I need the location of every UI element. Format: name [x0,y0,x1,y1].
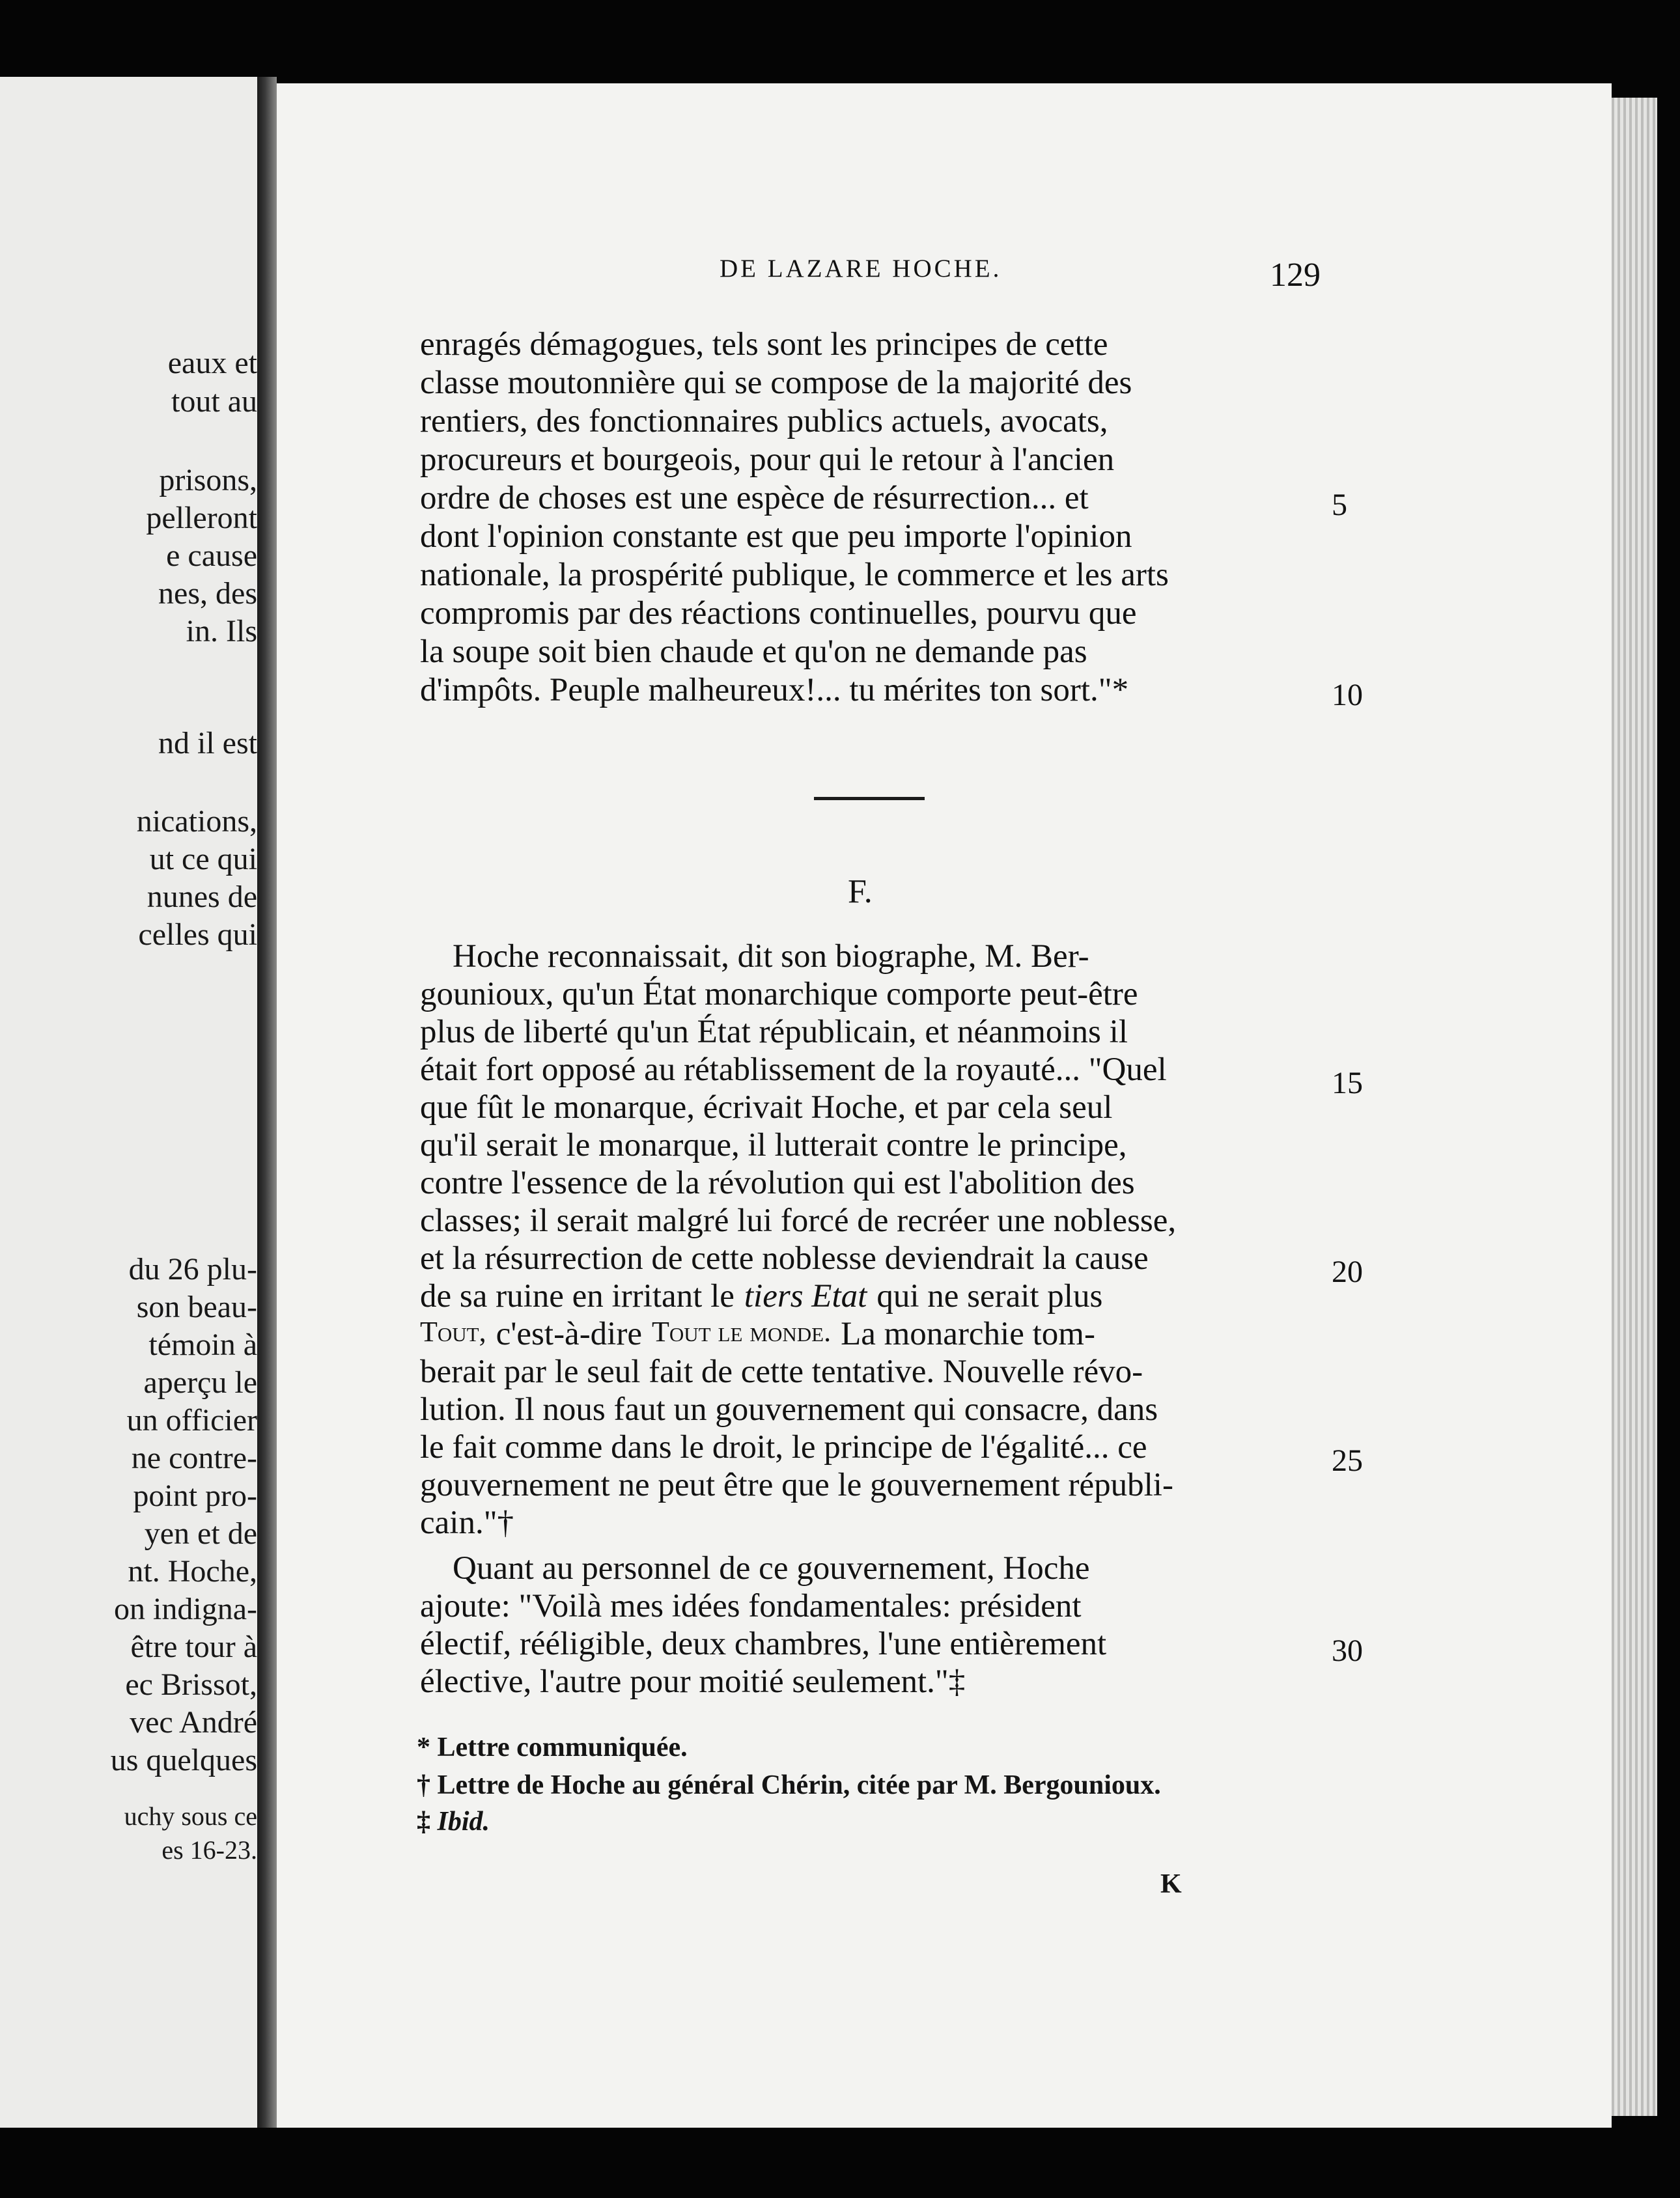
text-line-content: le fait comme dans le droit, le principe de l'égalité... ce [420,1429,1147,1466]
text-line-content: nationale, la prospérité publique, le commerce et les arts [420,557,1169,593]
text-line-content: Hoche reconnaissait, dit son biographe, M. Ber- [453,938,1089,975]
text-line [420,1240,1325,1279]
left-line: tout au [171,384,257,419]
left-line: celles qui [138,917,257,952]
book-gutter [257,77,277,2128]
text-line [420,1126,1325,1165]
left-line: in. Ils [186,614,257,648]
left-line: aperçu le [143,1365,257,1400]
left-line: prisons, [159,463,257,497]
text-line-content: et la résurrection de cette noblesse deviendrait la cause [420,1240,1149,1277]
text-line-content: compromis par des réactions continuelles, pourvu que [420,595,1137,632]
left-line: ut ce qui [149,842,257,876]
left-footnote-line: uchy sous ce [124,1802,257,1831]
footnote-1: * Lettre communiquée. [417,1732,688,1762]
text-line-content: plus de liberté qu'un État républicain, et néanmoins il [420,1014,1128,1050]
text-line [420,1428,1325,1468]
text-segment: de sa ruine en irritant le [420,1278,735,1315]
text-line-content: contre l'essence de la révolution qui est l'abolition des [420,1165,1135,1201]
text-line-content: était fort opposé au rétablissement de la royauté... "Quel [420,1051,1167,1088]
left-line: point pro- [133,1479,257,1513]
text-segment: La monarchie tom- [841,1316,1095,1352]
text-line [420,1051,1325,1090]
left-line: yen et de [144,1516,257,1551]
left-line: du 26 plu- [128,1252,257,1287]
text-line [420,518,1325,557]
left-line: us quelques [110,1743,257,1777]
text-line [420,1550,1325,1589]
text-line [420,364,1325,403]
text-line-content: la soupe soit bien chaude et qu'on ne demande pas [420,633,1087,670]
left-line: nes, des [158,576,257,611]
left-line: être tour à [130,1630,257,1664]
text-segment: c'est-à-dire [496,1316,642,1352]
line-number: 10 [1332,678,1363,712]
text-line-content: gounioux, qu'un État monarchique comporte peut-être [420,976,1138,1012]
text-line [420,1466,1325,1505]
text-line [420,1663,1325,1702]
small-caps-term: Tout le monde. [651,1316,832,1348]
text-line [420,402,1325,441]
page-number: 129 [1270,257,1321,294]
left-line: nt. Hoche, [128,1554,257,1589]
left-line: son beau- [136,1290,257,1324]
text-line [420,479,1325,518]
text-line [420,938,1325,977]
text-line-content: lution. Il nous faut un gouvernement qui consacre, dans [420,1391,1158,1428]
text-line [420,1391,1325,1430]
text-line [420,556,1325,595]
text-line-content: d'impôts. Peuple malheureux!... tu mérites ton sort."* [420,672,1129,708]
left-page [0,77,257,2128]
text-line [420,1587,1325,1626]
text-line [420,441,1325,480]
text-line-content: élective, l'autre pour moitié seulement."‡ [420,1663,966,1700]
text-line-content: que fût le monarque, écrivait Hoche, et par cela seul [420,1089,1113,1126]
left-line: ne contre- [131,1441,257,1475]
text-line [420,1013,1325,1052]
text-line [420,1277,1325,1316]
text-line [420,1202,1325,1241]
section-letter: F. [848,873,873,910]
text-line [420,1089,1325,1128]
left-line: pelleront [146,501,257,535]
left-line: ec Brissot, [125,1667,257,1702]
text-line [420,633,1325,672]
left-line: nd il est [158,726,257,760]
left-line: nunes de [147,880,257,914]
text-line [420,1353,1325,1392]
text-line [420,594,1325,633]
text-line-content: classe moutonnière qui se compose de la majorité des [420,365,1132,401]
text-line [420,1504,1325,1543]
text-segment: qui ne serait plus [876,1278,1103,1315]
running-header: DE LAZARE HOCHE. [720,255,1002,283]
footnote-3-text: Ibid. [437,1807,490,1837]
small-caps-term: Tout, [420,1316,486,1348]
text-line-content: électif, rééligible, deux chambres, l'une entièrement [420,1626,1107,1662]
text-line [420,1164,1325,1203]
line-number: 20 [1332,1255,1363,1289]
text-line-content: classes; il serait malgré lui forcé de recréer une noblesse, [420,1203,1177,1239]
section-rule [814,797,925,800]
left-line: témoin à [148,1328,257,1362]
footnote-3 [417,1806,490,1837]
text-line [420,1315,1325,1354]
text-line [420,671,1325,710]
footnote-3-mark: ‡ [417,1807,430,1837]
text-line-content: rentiers, des fonctionnaires publics actuels, avocats, [420,403,1108,439]
text-line-content: ordre de choses est une espèce de résurrection... et [420,480,1089,516]
page-edges [1612,98,1657,2116]
italic-term: tiers Etat [744,1278,867,1315]
line-number: 25 [1332,1443,1363,1478]
left-footnote-line: es 16-23. [161,1835,257,1865]
left-line: vec André [130,1705,257,1740]
text-line-content: cain."† [420,1505,514,1541]
line-number: 15 [1332,1066,1363,1100]
text-line-content: procureurs et bourgeois, pour qui le retour à l'ancien [420,441,1115,478]
text-line [420,326,1325,365]
text-line-content: qu'il serait le monarque, il lutterait contre le principe, [420,1127,1127,1163]
line-number: 5 [1332,488,1347,522]
left-line: e cause [166,538,257,573]
left-line: on indigna- [114,1592,257,1626]
left-line: un officier [126,1403,257,1438]
left-line: nications, [136,804,257,839]
text-line-content: berait par le seul fait de cette tentative. Nouvelle révo- [420,1354,1143,1390]
text-line-content: gouvernement ne peut être que le gouvernement républi- [420,1467,1173,1503]
left-line: eaux et [167,346,257,380]
text-line [420,975,1325,1014]
footnote-2: † Lettre de Hoche au général Chérin, citée par M. Bergounioux. [417,1770,1161,1800]
text-line-content: enragés démagogues, tels sont les principes de cette [420,326,1108,363]
text-line-content: dont l'opinion constante est que peu importe l'opinion [420,518,1132,555]
text-line [420,1625,1325,1664]
text-line-content: ajoute: "Voilà mes idées fondamentales: président [420,1588,1082,1624]
text-line-content: Quant au personnel de ce gouvernement, Hoche [453,1550,1090,1587]
signature-mark: K [1160,1869,1182,1899]
line-number: 30 [1332,1634,1363,1668]
